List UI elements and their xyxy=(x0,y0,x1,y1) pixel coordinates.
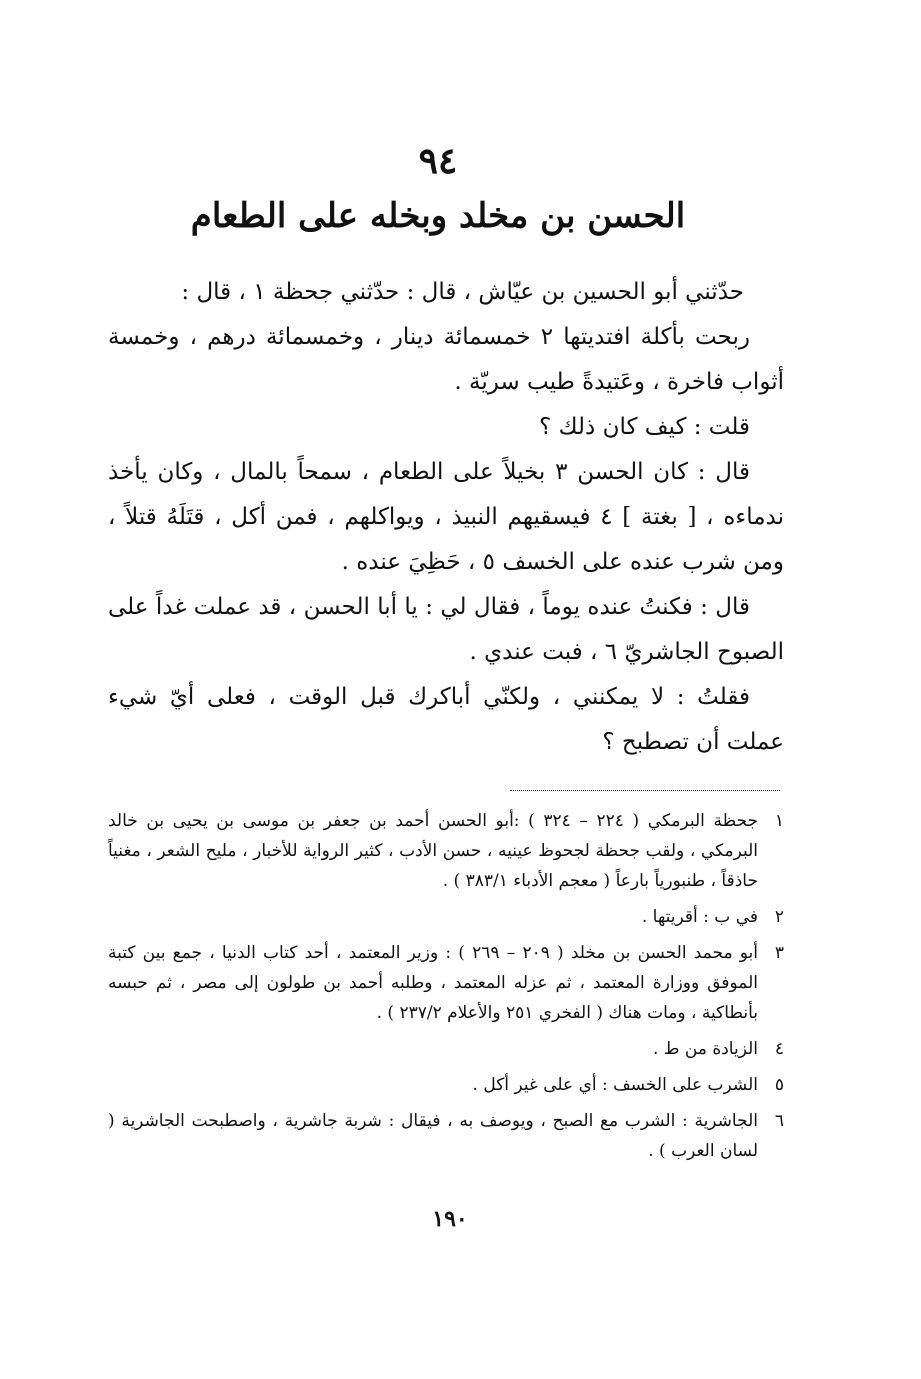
footnote-text: جحظة البرمكي ( ٢٢٤ – ٣٢٤ ) :أبو الحسن أحمد بن جعفر بن موسى بن يحيى بن خالد البرمكي ، ولقب جحظة لجحوظ عينيه ، حسن الأدب ، كثير الرواية للأخبار ، مليح الشعر ، مغنياً حاذقاً ، طنبورياً بارعاً ( معجم الأدباء ٣٨٣/١ ) . xyxy=(108,811,759,891)
footnote-number: ١ xyxy=(774,811,784,831)
paragraph-2: ربحت بأكلة افتديتها ٢ خمسمائة دينار ، وخمسمائة درهم ، وخمسة أثواب فاخرة ، وعَتيدةً طيب سريّة . xyxy=(108,324,784,395)
footnote-number: ٢ xyxy=(774,907,784,927)
chapter-title: الحسن بن مخلد وبخله على الطعام xyxy=(190,196,686,236)
paragraph-1: حدّثني أبو الحسين بن عيّاش ، قال : حدّثني جحظة ١ ، قال : xyxy=(181,279,744,305)
footnote-text: الزيادة من ط . xyxy=(652,1039,758,1059)
footnote-1 xyxy=(108,806,784,896)
footnote-number: ٥ xyxy=(774,1075,784,1095)
footnote-4 xyxy=(108,1034,784,1064)
footnote-2 xyxy=(108,902,784,932)
footnote-number: ٦ xyxy=(774,1111,784,1131)
paragraph-4: قال : كان الحسن ٣ بخيلاً على الطعام ، سمحاً بالمال ، وكان يأخذ ندماءه ، [ بغتة ] ٤ فيسقيهم النبيذ ، ويواكلهم ، فمن أكل ، قتَلَهُ قتلاً ، ومن شرب عنده على الخسف ٥ ، حَظِيَ عنده . xyxy=(108,459,784,575)
chapter-number: ٩٤ xyxy=(418,140,458,182)
footnote-6 xyxy=(108,1106,784,1166)
footnote-5 xyxy=(108,1070,784,1100)
footnote-separator xyxy=(510,790,780,791)
paragraph-3: قلت : كيف كان ذلك ؟ xyxy=(539,414,750,440)
main-text xyxy=(108,270,784,765)
paragraph-6: فقلتُ : لا يمكنني ، ولكنّي أباكرك قبل الوقت ، فعلى أيّ شيء عملت أن تصطبح ؟ xyxy=(108,684,784,755)
footnotes xyxy=(108,806,784,1172)
page-number: ١٩٠ xyxy=(432,1206,468,1232)
footnote-number: ٤ xyxy=(774,1039,784,1059)
footnote-text: في ب : أقريتها . xyxy=(641,907,758,927)
footnote-text: أبو محمد الحسن بن مخلد ( ٢٠٩ – ٢٦٩ ) : وزير المعتمد ، أحد كتاب الدنيا ، جمع بين كتبة الموفق ووزارة المعتمد ، ثم عزله المعتمد ، وطلبه أحمد بن طولون إلى مصر ، ثم حبسه بأنطاكية ، ومات هناك ( الفخري ٢٥١ والأعلام ٢٣٧/٢ ) . xyxy=(108,943,759,1023)
footnote-3 xyxy=(108,938,784,1028)
footnote-number: ٣ xyxy=(774,943,784,963)
paragraph-5: قال : فكنتُ عنده يوماً ، فقال لي : يا أبا الحسن ، قد عملت غداً على الصبوح الجاشريّ ٦ ، فبت عندي . xyxy=(108,594,784,665)
footnote-text: الجاشرية : الشرب مع الصبح ، ويوصف به ، فيقال : شربة جاشرية ، واصطبحت الجاشرية ( لسان العرب ) . xyxy=(108,1111,758,1161)
footnote-text: الشرب على الخسف : أي على غير أكل . xyxy=(472,1075,758,1095)
